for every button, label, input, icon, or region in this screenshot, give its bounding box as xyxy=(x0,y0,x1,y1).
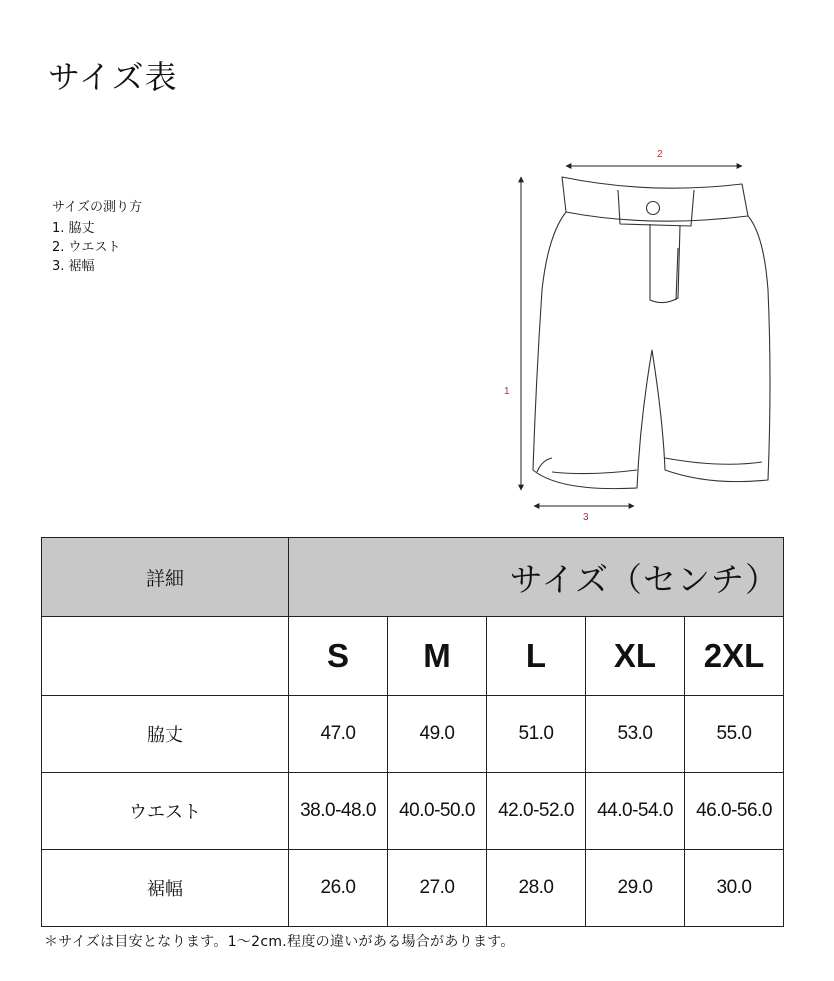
table-row xyxy=(42,850,784,927)
size-table xyxy=(41,537,784,927)
header-detail: 詳細 xyxy=(42,538,289,617)
table-cell: 47.0 xyxy=(289,696,388,773)
size-label: 2XL xyxy=(685,617,784,696)
shorts-outline xyxy=(533,177,770,489)
size-label: M xyxy=(388,617,487,696)
size-label: L xyxy=(487,617,586,696)
header-size-unit: サイズ（センチ） xyxy=(289,538,784,617)
table-row xyxy=(42,773,784,850)
row-label: ウエスト xyxy=(42,773,289,850)
measurement-guide-heading: サイズの測り方 xyxy=(52,200,142,215)
table-cell: 46.0-56.0 xyxy=(685,773,784,850)
table-cell: 49.0 xyxy=(388,696,487,773)
table-cell: 53.0 xyxy=(586,696,685,773)
table-cell: 30.0 xyxy=(685,850,784,927)
table-cell: 26.0 xyxy=(289,850,388,927)
table-cell: 42.0-52.0 xyxy=(487,773,586,850)
row-label: 裾幅 xyxy=(42,850,289,927)
table-row xyxy=(42,696,784,773)
table-cell: 51.0 xyxy=(487,696,586,773)
measurement-list xyxy=(52,219,142,276)
size-label-empty xyxy=(42,617,289,696)
measurement-item-waist: 2. ウエスト xyxy=(52,240,121,255)
shorts-diagram xyxy=(500,140,790,525)
measurement-guide xyxy=(52,198,142,276)
size-note: ＊サイズは目安となります。1～2cm.程度の違いがある場合があります。 xyxy=(44,934,515,950)
diagram-label-1: 1 xyxy=(504,386,510,397)
table-cell: 29.0 xyxy=(586,850,685,927)
diagram-label-3: 3 xyxy=(583,512,589,523)
table-cell: 38.0-48.0 xyxy=(289,773,388,850)
table-cell: 40.0-50.0 xyxy=(388,773,487,850)
diagram-label-2: 2 xyxy=(657,149,663,160)
size-label: XL xyxy=(586,617,685,696)
table-header-row xyxy=(42,538,784,617)
row-label: 脇丈 xyxy=(42,696,289,773)
measurement-item-hem: 3. 裾幅 xyxy=(52,259,95,274)
page-title: サイズ表 xyxy=(48,58,178,96)
measurement-item-length: 1. 脇丈 xyxy=(52,221,95,236)
table-cell: 44.0-54.0 xyxy=(586,773,685,850)
table-cell: 27.0 xyxy=(388,850,487,927)
size-label-row xyxy=(42,617,784,696)
table-cell: 55.0 xyxy=(685,696,784,773)
table-cell: 28.0 xyxy=(487,850,586,927)
size-label: S xyxy=(289,617,388,696)
